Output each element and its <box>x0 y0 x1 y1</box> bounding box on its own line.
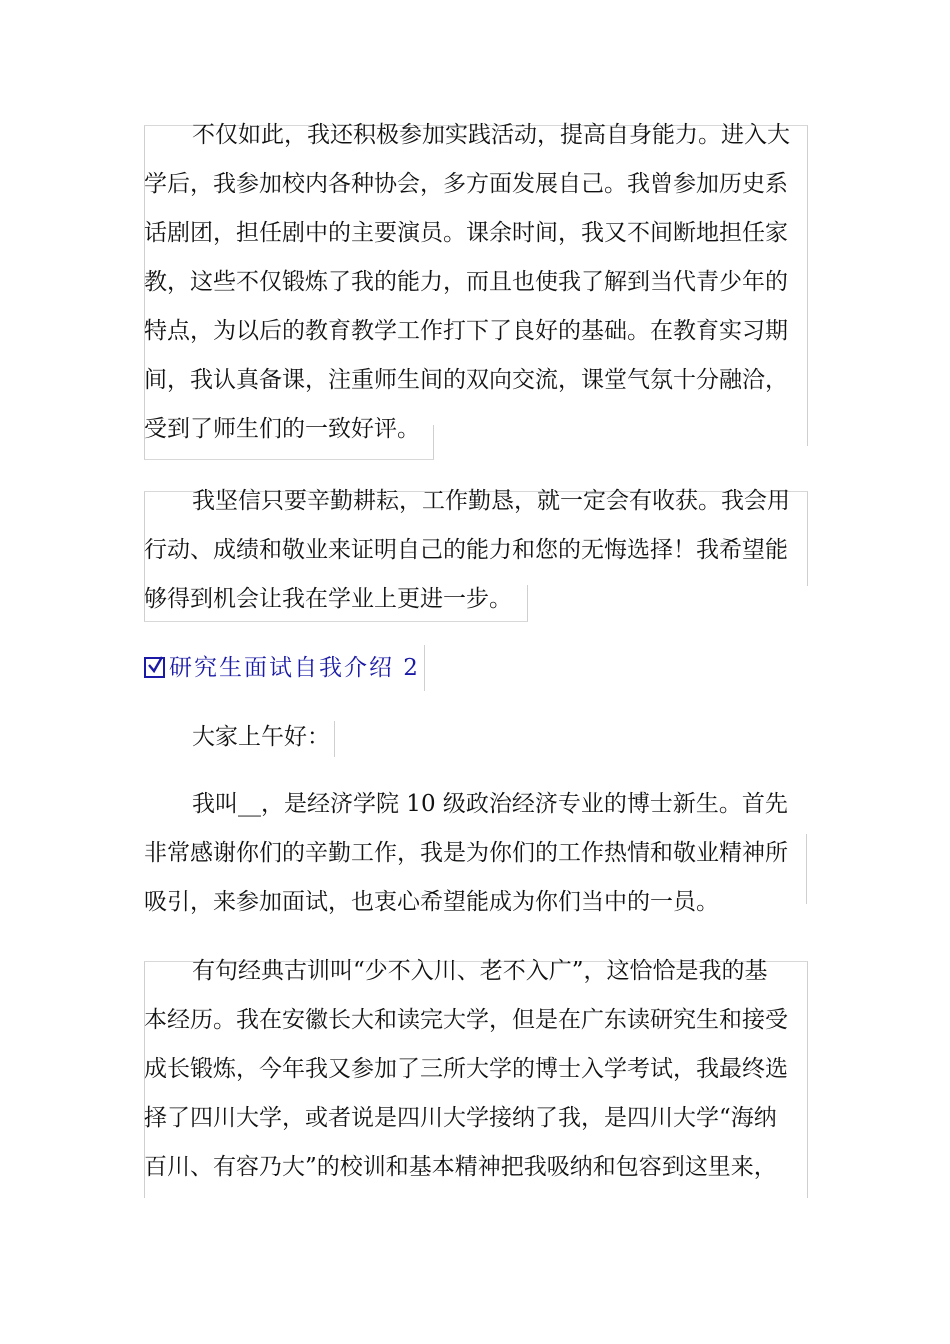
paragraph-line: 百川、有容乃大”的校训和基本精神把我吸纳和包容到这里来， <box>144 1154 777 1180</box>
paragraph-line: 本经历。我在安徽长大和读完大学，但是在广东读研究生和接受 <box>144 1007 788 1033</box>
text-frame <box>144 645 425 691</box>
paragraph-4 <box>144 780 808 927</box>
paragraph-line: 特点，为以后的教育教学工作打下了良好的基础。在教育实习期 <box>144 318 788 344</box>
paragraph-line: 学后，我参加校内各种协会，多方面发展自己。我曾参加历史系 <box>144 171 788 197</box>
paragraph-line: 够得到机会让我在学业上更进一步。 <box>144 586 512 612</box>
paragraph-line: 受到了师生们的一致好评。 <box>144 416 420 442</box>
checkbox-icon <box>144 657 165 678</box>
paragraph-line: 不仅如此，我还积极参加实践活动，提高自身能力。进入大 <box>192 122 790 148</box>
paragraph-line: 非常感谢你们的辛勤工作，我是为你们的工作热情和敬业精神所 <box>144 840 788 866</box>
paragraph-line: 吸引，来参加面试，也衷心希望能成为你们当中的一员。 <box>144 889 719 915</box>
paragraph-line: 间，我认真备课，注重师生间的双向交流，课堂气氛十分融洽， <box>144 367 788 393</box>
paragraph-line: 大家上午好： <box>192 724 330 750</box>
paragraph-line: 教，这些不仅锻炼了我的能力，而且也使我了解到当代青少年的 <box>144 269 788 295</box>
paragraph-line: 有句经典古训叫“少不入川、老不入广”，这恰恰是我的基 <box>192 958 768 984</box>
paragraph-1 <box>144 111 808 454</box>
paragraph-2 <box>144 477 808 624</box>
paragraph-line: 择了四川大学，或者说是四川大学接纳了我，是四川大学“海纳 <box>144 1105 777 1131</box>
paragraph-line: 成长锻炼，今年我又参加了三所大学的博士入学考试，我最终选 <box>144 1056 788 1082</box>
paragraph-line: 话剧团，担任剧中的主要演员。课余时间，我又不间断地担任家 <box>144 220 788 246</box>
paragraph-line: 我叫__，是经济学院 10 级政治经济专业的博士新生。首先 <box>192 791 788 817</box>
section-heading <box>144 645 420 691</box>
paragraph-line: 我坚信只要辛勤耕耘，工作勤恳，就一定会有收获。我会用 <box>192 488 790 514</box>
paragraph-3 <box>144 713 808 762</box>
paragraph-line: 行动、成绩和敬业来证明自己的能力和您的无悔选择！我希望能 <box>144 537 788 563</box>
paragraph-5 <box>144 947 808 1192</box>
heading-text: 研究生面试自我介绍 2 <box>169 655 420 681</box>
